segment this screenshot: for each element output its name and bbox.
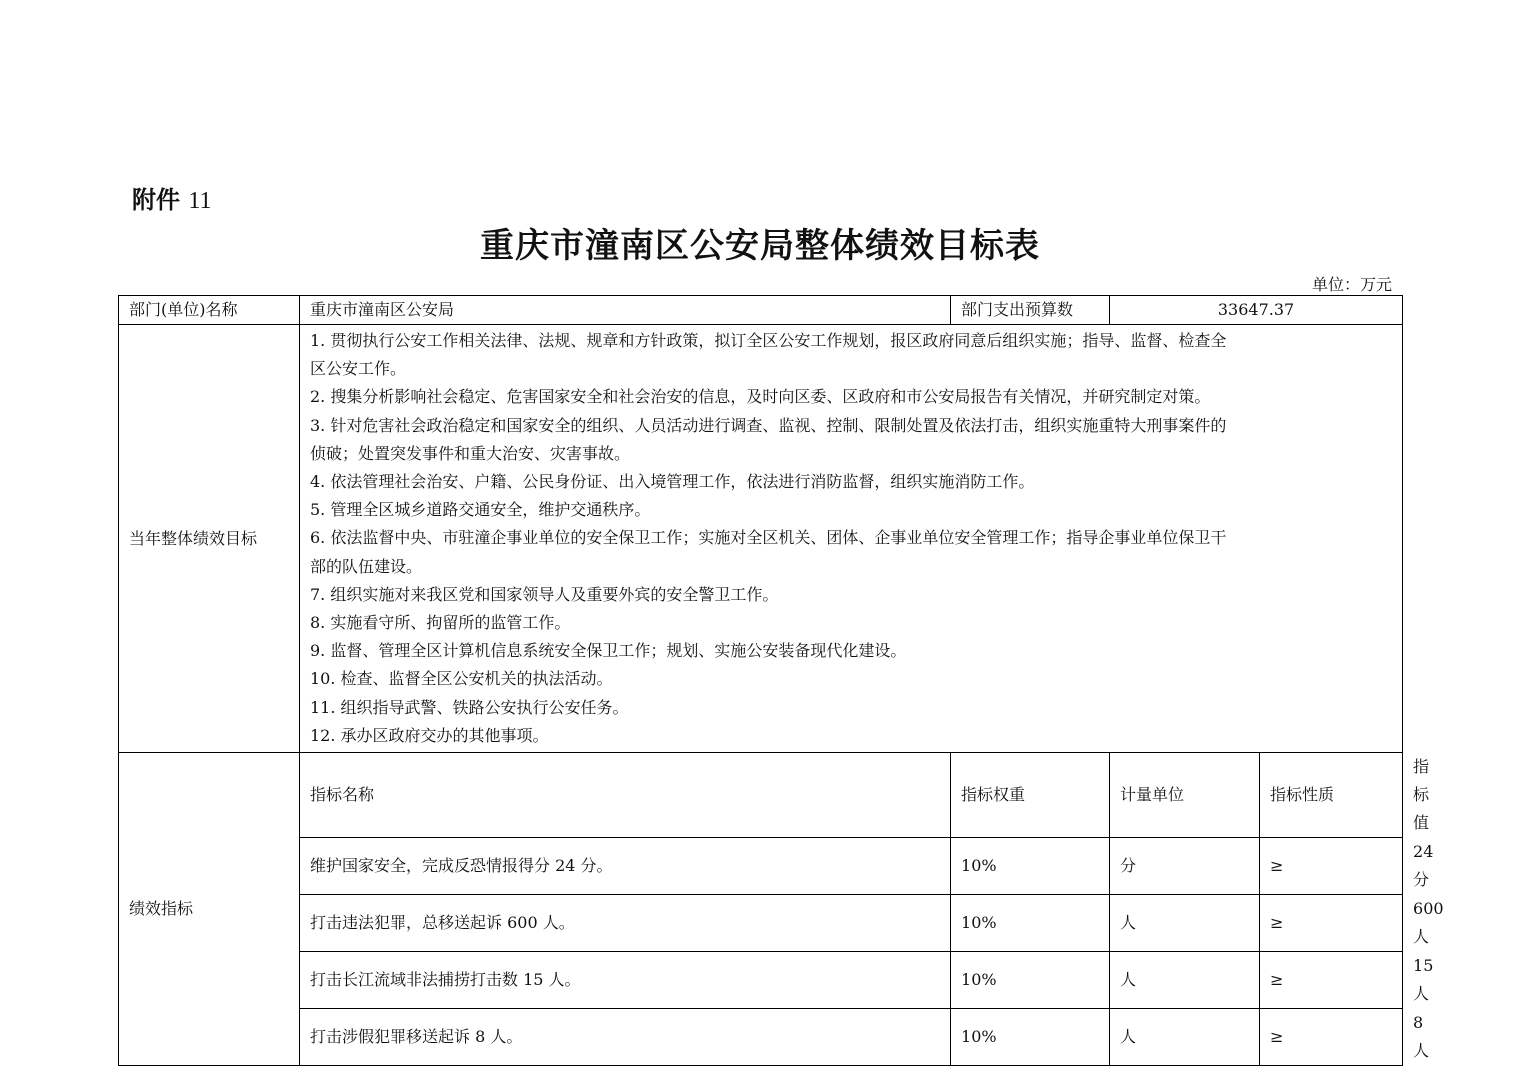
table-row: 打击违法犯罪，总移送起诉 600 人。 10% 人 ≥ 600 人 [119,895,1403,952]
annual-goals-row [119,325,1403,753]
indicator-nature: ≥ [1260,895,1403,952]
indicator-unit: 人 [1110,1009,1260,1066]
indicator-name: 打击涉假犯罪移送起诉 8 人。 [300,1009,951,1066]
goal-line: 5. 管理全区城乡道路交通安全，维护交通秩序。 [310,500,651,520]
header-unit: 计量单位 [1110,753,1260,838]
table-row: 打击长江流域非法捕捞打击数 15 人。 10% 人 ≥ 15 人 [119,952,1403,1009]
goal-line: 4. 依法管理社会治安、户籍、公民身份证、出入境管理工作，依法进行消防监督，组织实施消防工作。 [310,472,1035,492]
goal-line: 3. 针对危害社会政治稳定和国家安全的组织、人员活动进行调查、监视、控制、限制处置及依法打击，组织实施重特大刑事案件的 [310,415,1227,435]
goal-line: 区公安工作。 [310,359,407,379]
indicator-name: 打击长江流域非法捕捞打击数 15 人。 [300,952,951,1009]
dept-row [119,296,1403,325]
indicator-weight: 10% [951,952,1110,1009]
goal-line: 2. 搜集分析影响社会稳定、危害国家安全和社会治安的信息，及时向区委、区政府和市公安局报告有关情况，并研究制定对策。 [310,387,1211,407]
goal-line: 12. 承办区政府交办的其他事项。 [310,725,549,745]
indicator-name: 打击违法犯罪，总移送起诉 600 人。 [300,895,951,952]
indicator-weight: 10% [951,895,1110,952]
budget-label: 部门支出预算数 [951,296,1110,325]
dept-name-value: 重庆市潼南区公安局 [300,296,951,325]
indicator-weight: 10% [951,838,1110,895]
goal-line: 侦破；处置突发事件和重大治安、灾害事故。 [310,443,631,463]
indicator-unit: 人 [1110,895,1260,952]
indicator-nature: ≥ [1260,838,1403,895]
unit-label: 单位：万元 [1311,275,1392,294]
goal-line: 7. 组织实施对来我区党和国家领导人及重要外宾的安全警卫工作。 [310,584,779,604]
goal-line: 10. 检查、监督全区公安机关的执法活动。 [310,669,613,689]
indicator-header-row: 绩效指标 指标名称 指标权重 计量单位 指标性质 指标值 [119,753,1403,838]
indicator-unit: 人 [1110,952,1260,1009]
goal-line: 1. 贯彻执行公安工作相关法律、法规、规章和方针政策，拟订全区公安工作规划，报区政府同意后组织实施；指导、监督、检查全 [310,331,1227,350]
document-title: 重庆市潼南区公安局整体绩效目标表 [480,226,1040,266]
header-nature: 指标性质 [1260,753,1403,838]
annual-goals-label: 当年整体绩效目标 [119,325,300,753]
indicator-weight: 10% [951,1009,1110,1066]
table-row: 维护国家安全，完成反恐情报得分 24 分。 10% 分 ≥ 24 分 [119,838,1403,895]
dept-name-label: 部门(单位)名称 [119,296,300,325]
indicators-label: 绩效指标 [119,753,300,1066]
annual-goals-content [300,325,1403,753]
indicator-nature: ≥ [1260,952,1403,1009]
indicator-nature: ≥ [1260,1009,1403,1066]
goal-line: 8. 实施看守所、拘留所的监管工作。 [310,613,571,633]
indicator-unit: 分 [1110,838,1260,895]
header-indicator-weight: 指标权重 [951,753,1110,838]
table-row: 打击涉假犯罪移送起诉 8 人。 10% 人 ≥ 8 人 [119,1009,1403,1066]
goal-line: 9. 监督、管理全区计算机信息系统安全保卫工作；规划、实施公安装备现代化建设。 [310,641,907,661]
goal-line: 11. 组织指导武警、铁路公安执行公安任务。 [310,697,629,717]
attachment-number: 11 [188,188,212,214]
attachment-prefix: 附件 [132,186,180,214]
header-indicator-name: 指标名称 [300,753,951,838]
indicator-name: 维护国家安全，完成反恐情报得分 24 分。 [300,838,951,895]
performance-table [118,295,1444,1066]
goal-line: 6. 依法监督中央、市驻潼企事业单位的安全保卫工作；实施对全区机关、团体、企事业单位安全管理工作；指导企事业单位保卫干 [310,528,1227,548]
budget-value: 33647.37 [1110,296,1403,325]
attachment-label [132,180,211,215]
goal-line: 部的队伍建设。 [310,556,423,576]
